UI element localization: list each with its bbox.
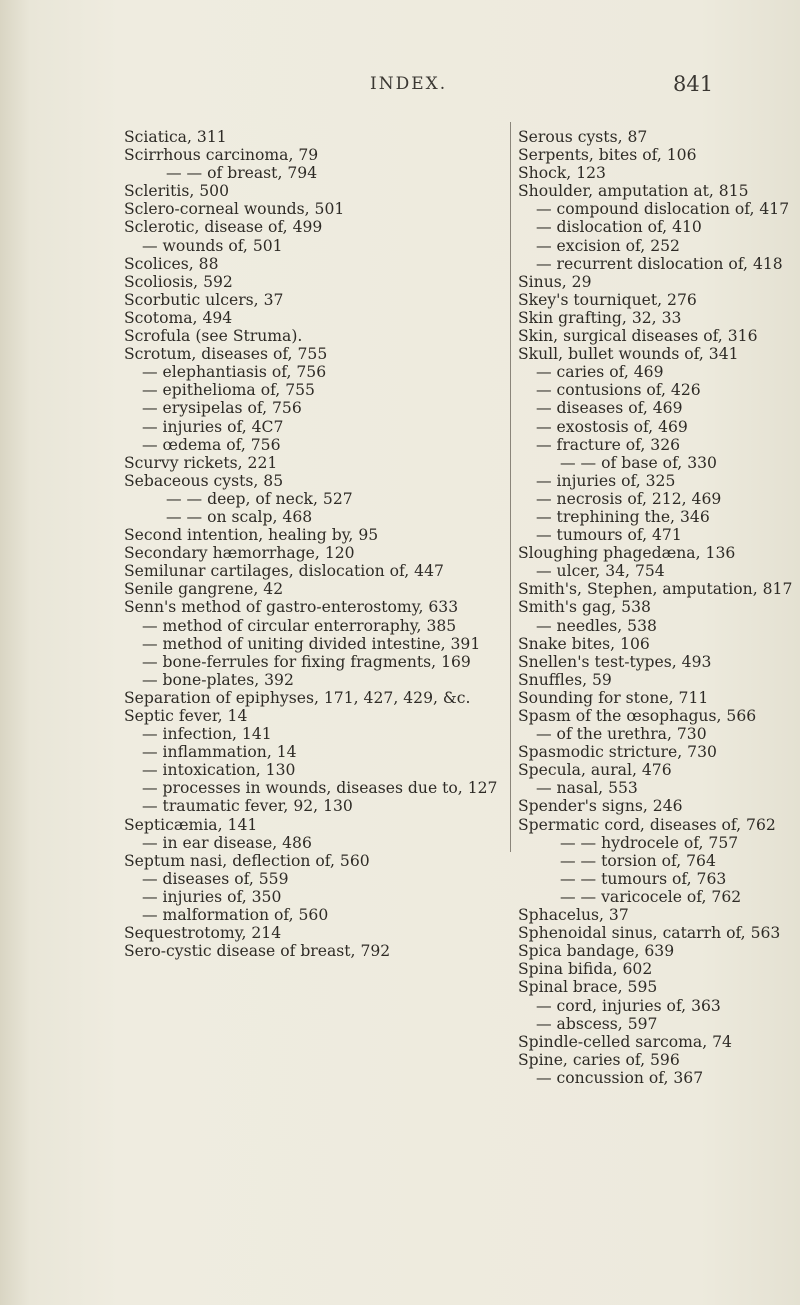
- index-entry: — infection, 141: [142, 725, 272, 744]
- index-entry: — excision of, 252: [536, 236, 680, 255]
- index-entry: — method of circular enterroraphy, 385: [142, 616, 457, 635]
- index-entry: — tumours of, 471: [536, 526, 682, 545]
- index-entry: Skey's tourniquet, 276: [518, 290, 697, 309]
- index-entry: Semilunar cartilages, dislocation of, 447: [124, 562, 444, 581]
- index-entry: — caries of, 469: [536, 363, 664, 382]
- index-entry: Sebaceous cysts, 85: [124, 471, 284, 490]
- index-entry: — contusions of, 426: [536, 381, 701, 400]
- index-entry: — œdema of, 756: [142, 435, 281, 454]
- page-number: 841: [673, 72, 714, 96]
- index-entry: Spica bandage, 639: [518, 942, 675, 961]
- index-entry: — processes in wounds, diseases due to, 127: [142, 779, 498, 798]
- index-entry: Sinus, 29: [518, 272, 592, 291]
- index-entry: — trephining the, 346: [536, 507, 710, 526]
- index-entry: Separation of epiphyses, 171, 427, 429, &c.: [124, 688, 471, 707]
- index-entry: Specula, aural, 476: [518, 761, 672, 780]
- index-entry: Senn's method of gastro-enterostomy, 633: [124, 598, 459, 617]
- index-entry: — method of uniting divided intestine, 391: [142, 634, 481, 653]
- index-entry: Shock, 123: [518, 164, 606, 183]
- running-head: [0, 74, 800, 104]
- index-entry: Scrofula (see Struma).: [124, 327, 303, 346]
- index-entry: Scleritis, 500: [124, 182, 230, 201]
- index-entry: Senile gangrene, 42: [124, 580, 284, 599]
- index-entry: — cord, injuries of, 363: [536, 996, 721, 1015]
- index-entry: — — hydrocele of, 757: [560, 833, 739, 852]
- index-entry: — erysipelas of, 756: [142, 399, 302, 418]
- column-divider: [510, 122, 511, 852]
- index-entry: — diseases of, 559: [142, 869, 289, 888]
- index-entry: Septum nasi, deflection of, 560: [124, 851, 370, 870]
- index-entry: Septic fever, 14: [124, 707, 248, 725]
- index-entry: — needles, 538: [536, 616, 657, 635]
- index-entry: Serous cysts, 87: [518, 128, 648, 146]
- index-entry: Snake bites, 106: [518, 634, 650, 653]
- index-entry: — — on scalp, 468: [166, 507, 313, 526]
- index-entry: Septicæmia, 141: [124, 815, 258, 834]
- index-entry: — injuries of, 350: [142, 887, 282, 906]
- index-entry: — recurrent dislocation of, 418: [536, 254, 783, 273]
- index-entry: Sphenoidal sinus, catarrh of, 563: [518, 924, 781, 943]
- index-entry: — wounds of, 501: [142, 236, 283, 255]
- index-column-left: [124, 128, 504, 960]
- index-entry: — injuries of, 325: [536, 471, 676, 490]
- index-entry: — — tumours of, 763: [560, 869, 727, 888]
- index-entry: Scrotum, diseases of, 755: [124, 345, 328, 364]
- index-entry: — necrosis of, 212, 469: [536, 489, 722, 508]
- index-entry: Smith's, Stephen, amputation, 817: [518, 580, 793, 599]
- index-entry: — — deep, of neck, 527: [166, 489, 353, 508]
- index-entry: Sphacelus, 37: [518, 906, 629, 925]
- index-entry: Scolices, 88: [124, 254, 219, 273]
- index-entry: Snuffles, 59: [518, 670, 612, 689]
- index-entry: Scurvy rickets, 221: [124, 453, 278, 472]
- index-entry: Spermatic cord, diseases of, 762: [518, 815, 776, 834]
- index-column-right: [518, 128, 800, 1087]
- index-entry: — in ear disease, 486: [142, 833, 312, 852]
- index-entry: Smith's gag, 538: [518, 598, 651, 617]
- index-entry: Second intention, healing by, 95: [124, 526, 379, 545]
- index-entry: Snellen's test-types, 493: [518, 652, 712, 671]
- index-entry: — nasal, 553: [536, 779, 638, 798]
- index-entry: — malformation of, 560: [142, 906, 329, 925]
- index-entry: — fracture of, 326: [536, 435, 681, 454]
- index-entry: — diseases of, 469: [536, 399, 683, 418]
- index-entry: — — of base of, 330: [560, 453, 717, 472]
- index-entry: Sounding for stone, 711: [518, 688, 709, 707]
- index-entry: Skull, bullet wounds of, 341: [518, 345, 739, 364]
- index-entry: — injuries of, 4C7: [142, 417, 284, 436]
- index-entry: — elephantiasis of, 756: [142, 363, 327, 382]
- index-entry: Skin, surgical diseases of, 316: [518, 327, 758, 346]
- index-entry: — inflammation, 14: [142, 743, 297, 762]
- index-entry: — compound dislocation of, 417: [536, 200, 790, 219]
- index-entry: Secondary hæmorrhage, 120: [124, 544, 355, 563]
- index-entry: Sero-cystic disease of breast, 792: [124, 942, 391, 961]
- index-entry: — bone-ferrules for fixing fragments, 169: [142, 652, 471, 671]
- index-entry: Scoliosis, 592: [124, 272, 233, 291]
- index-entry: Spina bifida, 602: [518, 960, 653, 979]
- index-entry: — — varicocele of, 762: [560, 887, 742, 906]
- index-entry: Scorbutic ulcers, 37: [124, 290, 284, 309]
- index-entry: Sclero-corneal wounds, 501: [124, 200, 345, 219]
- index-entry: — dislocation of, 410: [536, 218, 702, 237]
- index-entry: Spasmodic stricture, 730: [518, 743, 717, 762]
- index-entry: — epithelioma of, 755: [142, 381, 315, 400]
- index-entry: Scirrhous carcinoma, 79: [124, 146, 319, 165]
- index-entry: Spender's signs, 246: [518, 797, 683, 816]
- index-entry: Skin grafting, 32, 33: [518, 308, 682, 327]
- index-entry: — — of breast, 794: [166, 164, 318, 183]
- index-entry: — of the urethra, 730: [536, 725, 707, 744]
- index-entry: Sequestrotomy, 214: [124, 924, 282, 943]
- index-entry: Serpents, bites of, 106: [518, 146, 697, 165]
- index-entry: — exostosis of, 469: [536, 417, 688, 436]
- index-entry: — bone-plates, 392: [142, 670, 294, 689]
- index-entry: Shoulder, amputation at, 815: [518, 182, 749, 201]
- index-entry: — intoxication, 130: [142, 761, 296, 780]
- index-entry: — abscess, 597: [536, 1014, 658, 1033]
- index-entry: Sloughing phagedæna, 136: [518, 544, 736, 563]
- index-entry: Scotoma, 494: [124, 308, 233, 327]
- index-entry: — — torsion of, 764: [560, 851, 716, 870]
- index-entry: Sclerotic, disease of, 499: [124, 218, 323, 237]
- running-head-title: INDEX.: [370, 74, 448, 94]
- index-entry: Spindle-celled sarcoma, 74: [518, 1032, 732, 1051]
- index-entry: — ulcer, 34, 754: [536, 562, 665, 581]
- index-entry: Spinal brace, 595: [518, 978, 658, 997]
- index-entry: Sciatica, 311: [124, 128, 227, 146]
- index-entry: Spasm of the œsophagus, 566: [518, 707, 757, 725]
- index-entry: — concussion of, 367: [536, 1068, 704, 1087]
- index-entry: Spine, caries of, 596: [518, 1050, 680, 1069]
- index-entry: — traumatic fever, 92, 130: [142, 797, 353, 816]
